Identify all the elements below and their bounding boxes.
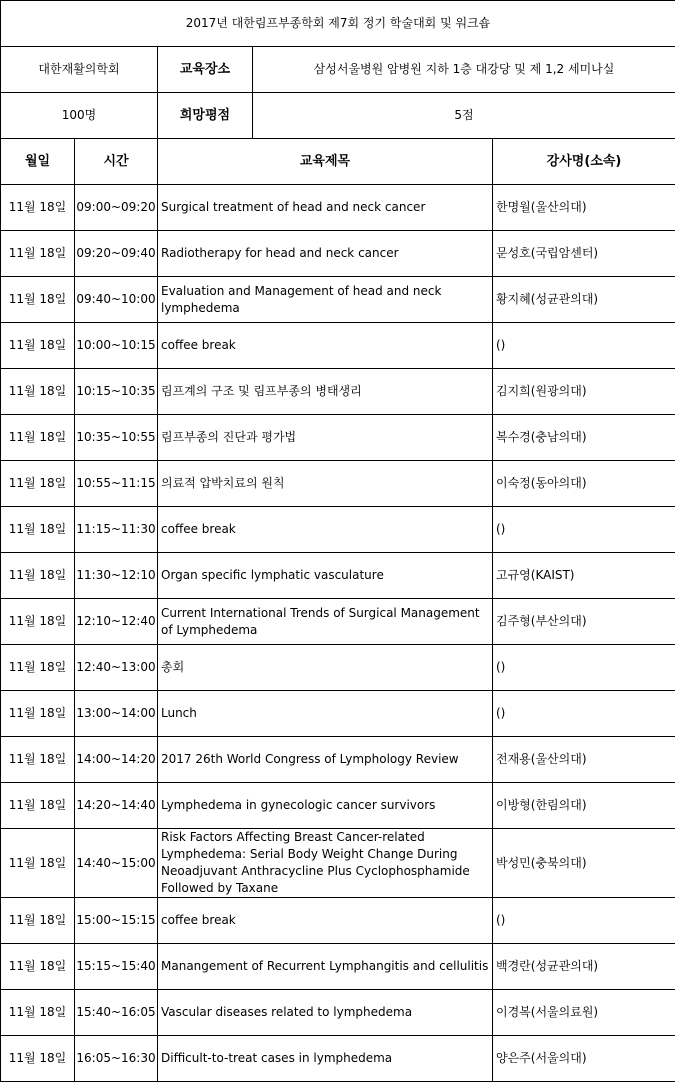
header-speaker: 강사명(소속) [493,139,675,185]
row-time: 14:40~15:00 [75,829,158,898]
row-date: 11월 18일 [1,277,75,323]
row-speaker: () [493,323,675,369]
row-date: 11월 18일 [1,1036,75,1082]
row-time: 09:20~09:40 [75,231,158,277]
row-date: 11월 18일 [1,691,75,737]
points-label: 희망평점 [158,93,253,139]
row-date: 11월 18일 [1,231,75,277]
venue-label: 교육장소 [158,47,253,93]
row-topic: coffee break [158,898,493,944]
row-topic: Evaluation and Management of head and neck lymphedema [158,277,493,323]
table-row [1,829,675,898]
table-row [1,990,675,1036]
table-row [1,737,675,783]
header-topic: 교육제목 [158,139,493,185]
row-speaker: 이방형(한림의대) [493,783,675,829]
row-topic: Manangement of Recurrent Lymphangitis and cellulitis [158,944,493,990]
row-speaker: 한명월(울산의대) [493,185,675,231]
table-row [1,277,675,323]
row-speaker: 문성호(국립암센터) [493,231,675,277]
row-speaker: 김지희(원광의대) [493,369,675,415]
row-time: 15:00~15:15 [75,898,158,944]
row-topic: 총회 [158,645,493,691]
row-date: 11월 18일 [1,944,75,990]
points-value: 5점 [253,93,675,139]
row-topic: Radiotherapy for head and neck cancer [158,231,493,277]
row-topic: Vascular diseases related to lymphedema [158,990,493,1036]
row-speaker: () [493,898,675,944]
row-topic: Risk Factors Affecting Breast Cancer-related Lymphedema: Serial Body Weight Change During Neoadjuvant Anthracycline Plus Cyclophosphamide Followed by Taxane [158,829,493,898]
row-date: 11월 18일 [1,507,75,553]
header-row [1,139,675,185]
row-speaker: 전재용(울산의대) [493,737,675,783]
row-date: 11월 18일 [1,461,75,507]
table-row [1,507,675,553]
document-title: 2017년 대한림프부종학회 제7회 정기 학술대회 및 워크숍 [1,1,675,47]
row-topic: Difficult-to-treat cases in lymphedema [158,1036,493,1082]
venue-value: 삼성서울병원 암병원 지하 1층 대강당 및 제 1,2 세미나실 [253,47,675,93]
row-topic: 림프부종의 진단과 평가법 [158,415,493,461]
row-topic: Lunch [158,691,493,737]
capacity-value: 100명 [1,93,158,139]
row-date: 11월 18일 [1,898,75,944]
row-date: 11월 18일 [1,369,75,415]
row-topic: coffee break [158,507,493,553]
row-topic: Lymphedema in gynecologic cancer survivors [158,783,493,829]
row-time: 11:15~11:30 [75,507,158,553]
table-row [1,645,675,691]
table-row [1,369,675,415]
organizer: 대한재활의학회 [1,47,158,93]
table-row [1,553,675,599]
row-time: 13:00~14:00 [75,691,158,737]
row-date: 11월 18일 [1,185,75,231]
row-topic: Organ specific lymphatic vasculature [158,553,493,599]
header-date: 월일 [1,139,75,185]
row-topic: 림프계의 구조 및 림프부종의 병태생리 [158,369,493,415]
table-row [1,691,675,737]
row-time: 14:20~14:40 [75,783,158,829]
row-date: 11월 18일 [1,783,75,829]
row-speaker: 황지혜(성균관의대) [493,277,675,323]
row-speaker: 김주형(부산의대) [493,599,675,645]
row-date: 11월 18일 [1,553,75,599]
row-speaker: 이숙정(동아의대) [493,461,675,507]
table-row [1,461,675,507]
row-date: 11월 18일 [1,990,75,1036]
row-topic: Current International Trends of Surgical Management of Lymphedema [158,599,493,645]
table-row [1,783,675,829]
row-speaker: 이경복(서울의료원) [493,990,675,1036]
row-time: 09:40~10:00 [75,277,158,323]
row-time: 10:15~10:35 [75,369,158,415]
capacity-row [1,93,675,139]
row-speaker: 박성민(충북의대) [493,829,675,898]
row-time: 16:05~16:30 [75,1036,158,1082]
row-topic: 의료적 압박치료의 원칙 [158,461,493,507]
row-speaker: 백경란(성균관의대) [493,944,675,990]
row-time: 14:00~14:20 [75,737,158,783]
row-speaker: 복수경(충남의대) [493,415,675,461]
venue-row [1,47,675,93]
row-speaker: 고규영(KAIST) [493,553,675,599]
table-row [1,185,675,231]
row-time: 12:40~13:00 [75,645,158,691]
row-time: 11:30~12:10 [75,553,158,599]
table-row [1,898,675,944]
row-date: 11월 18일 [1,323,75,369]
table-row [1,323,675,369]
row-speaker: () [493,645,675,691]
table-row [1,231,675,277]
row-time: 10:35~10:55 [75,415,158,461]
row-time: 12:10~12:40 [75,599,158,645]
table-row [1,944,675,990]
row-speaker: () [493,691,675,737]
row-topic: coffee break [158,323,493,369]
row-time: 10:00~10:15 [75,323,158,369]
row-time: 09:00~09:20 [75,185,158,231]
row-time: 15:40~16:05 [75,990,158,1036]
title-row [1,1,675,47]
header-time: 시간 [75,139,158,185]
row-speaker: 양은주(서울의대) [493,1036,675,1082]
row-date: 11월 18일 [1,415,75,461]
row-date: 11월 18일 [1,599,75,645]
row-topic: Surgical treatment of head and neck cancer [158,185,493,231]
row-time: 10:55~11:15 [75,461,158,507]
row-date: 11월 18일 [1,737,75,783]
row-date: 11월 18일 [1,645,75,691]
row-speaker: () [493,507,675,553]
table-row [1,1036,675,1082]
row-date: 11월 18일 [1,829,75,898]
row-topic: 2017 26th World Congress of Lymphology Review [158,737,493,783]
row-time: 15:15~15:40 [75,944,158,990]
table-row [1,599,675,645]
table-row [1,415,675,461]
